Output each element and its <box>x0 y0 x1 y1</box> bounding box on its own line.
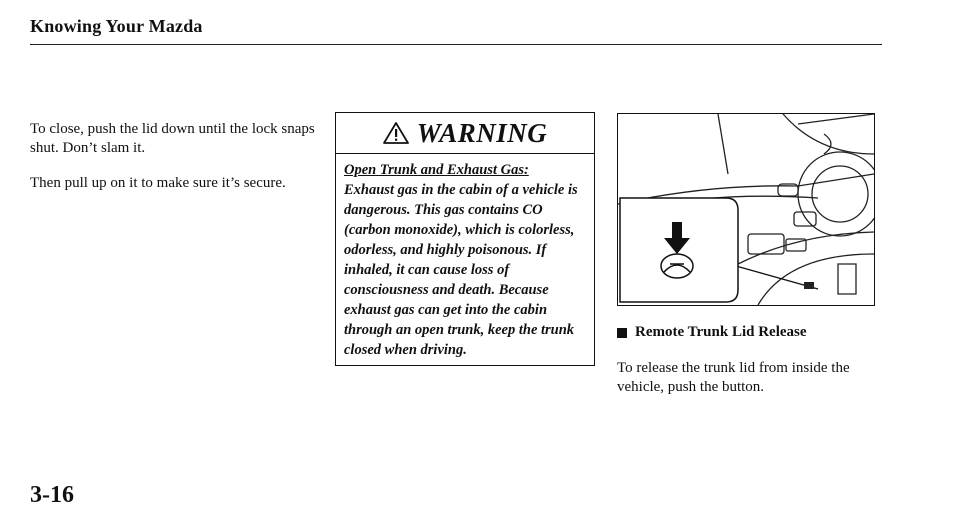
remote-trunk-release-caption <box>617 324 807 341</box>
paragraph-secure: Then pull up on it to make sure it’s secure. <box>30 175 286 191</box>
warning-triangle-icon <box>383 121 409 145</box>
warning-title: WARNING <box>416 117 548 148</box>
remote-trunk-release-text: To release the trunk lid from inside the vehicle, push the button. <box>617 360 850 395</box>
page-number: 3-16 <box>30 482 74 508</box>
caption-text: Remote Trunk Lid Release <box>635 324 807 340</box>
paragraph-close: To close, push the lid down until the lock snaps shut. Don’t slam it. <box>30 121 315 156</box>
warning-subheading: Open Trunk and Exhaust Gas: <box>344 162 529 178</box>
header-rule <box>30 44 882 45</box>
page-header-title: Knowing Your Mazda <box>30 16 203 36</box>
warning-header <box>336 113 594 154</box>
trunk-release-figure <box>617 113 875 306</box>
warning-box <box>335 112 595 366</box>
bullet-square-icon <box>617 328 627 338</box>
left-column <box>30 120 320 209</box>
warning-text: Exhaust gas in the cabin of a vehicle is dangerous. This gas contains CO (carbon monoxide), which is colorless, odorless, and highly poisonous. If inhaled, it can cause loss of consciousness and death. Because exhaust gas can get into the cabin through an open trunk, keep the trunk closed when driving. <box>344 182 578 358</box>
warning-body <box>336 154 594 360</box>
